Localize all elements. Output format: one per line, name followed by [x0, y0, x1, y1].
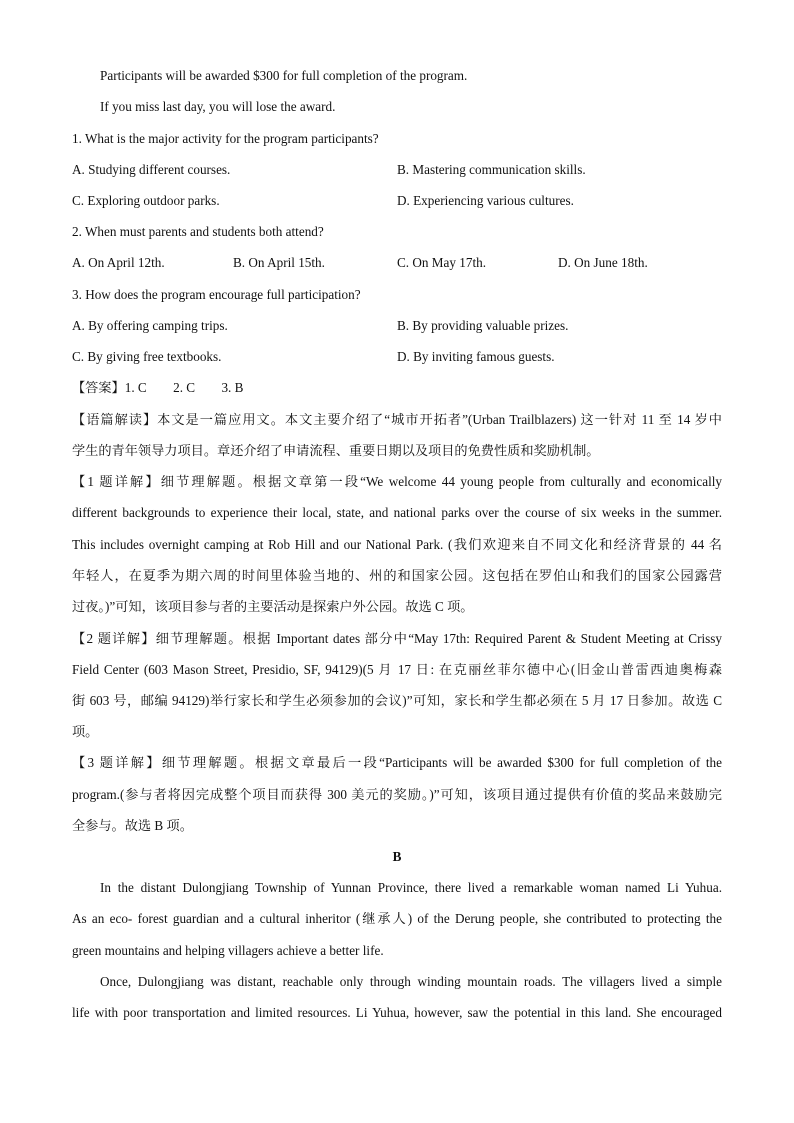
section-b-heading: B — [392, 849, 402, 864]
award-line: Participants will be awarded $300 for full completion of the program. — [100, 68, 468, 83]
section-b-para2-line-2: life with poor transportation and limited resources. Li Yuhua, however, saw the potential in this land. She encouraged — [72, 1005, 722, 1020]
question-3-option-b: B. By providing valuable prizes. — [397, 318, 569, 333]
section-b-para1-line-3: green mountains and helping villagers achieve a better life. — [72, 943, 384, 958]
question-3-option-a: A. By offering camping trips. — [72, 318, 228, 333]
q2-detail-line-1: 【2 题详解】细节理解题。根据 Important dates 部分中“May 17th: Required Parent & Student Meeting at Crissy — [72, 631, 722, 646]
section-b-para1-line-2: As an eco- forest guardian and a cultural inheritor (继承人) of the Derung people, she contributed to protecting the — [72, 911, 722, 926]
question-2-option-d: D. On June 18th. — [558, 255, 648, 270]
section-b-para1-line-1: In the distant Dulongjiang Township of Yunnan Province, there lived a remarkable woman named Li Yuhua. — [100, 880, 722, 895]
q2-detail-line-4: 项。 — [72, 724, 99, 739]
q1-detail-line-3: This includes overnight camping at Rob Hill and our National Park. (我们欢迎来自不同文化和经济背景的 44 名 — [72, 537, 722, 552]
question-1-option-b: B. Mastering communication skills. — [397, 162, 586, 177]
answer-line: 【答案】1. C 2. C 3. B — [72, 380, 244, 395]
q3-detail-line-2: program.(参与者将因完成整个项目而获得 300 美元的奖励。)”可知，该项目通过提供有价值的奖品来鼓励完 — [72, 787, 722, 802]
analysis-line-1: 【语篇解读】本文是一篇应用文。本文主要介绍了“城市开拓者”(Urban Trailblazers) 这一针对 11 至 14 岁中 — [72, 412, 722, 427]
question-1-option-d: D. Experiencing various cultures. — [397, 193, 574, 208]
q1-detail-line-4: 年轻人，在夏季为期六周的时间里体验当地的、州的和国家公园。这包括在罗伯山和我们的国家公园露营 — [72, 568, 722, 583]
section-b-para2-line-1: Once, Dulongjiang was distant, reachable only through winding mountain roads. The villagers lived a simple — [100, 974, 722, 989]
analysis-line-2: 学生的青年领导力项目。章还介绍了申请流程、重要日期以及项目的免费性质和奖励机制。 — [72, 443, 600, 458]
question-1-option-c: C. Exploring outdoor parks. — [72, 193, 220, 208]
q2-detail-line-2: Field Center (603 Mason Street, Presidio, SF, 94129)(5 月 17 日: 在克丽丝菲尔德中心(旧金山普雷西迪奥梅森 — [72, 662, 722, 677]
question-1-option-a: A. Studying different courses. — [72, 162, 231, 177]
question-2-option-c: C. On May 17th. — [397, 255, 487, 270]
question-2-option-b: B. On April 15th. — [233, 255, 325, 270]
question-3-option-d: D. By inviting famous guests. — [397, 349, 555, 364]
q1-detail-line-1: 【1 题详解】细节理解题。根据文章第一段“We welcome 44 young people from culturally and economically — [72, 474, 722, 489]
question-3-option-c: C. By giving free textbooks. — [72, 349, 222, 364]
q3-detail-line-1: 【3 题详解】细节理解题。根据文章最后一段“Participants will be awarded $300 for full completion of the — [72, 755, 722, 770]
q2-detail-line-3: 街 603 号，邮编 94129)举行家长和学生必须参加的会议)”可知，家长和学生都必须在 5 月 17 日参加。故选 C — [72, 693, 722, 708]
question-1-stem: 1. What is the major activity for the program participants? — [72, 131, 379, 146]
question-2-option-a: A. On April 12th. — [72, 255, 165, 270]
q3-detail-line-3: 全参与。故选 B 项。 — [72, 818, 193, 833]
question-2-stem: 2. When must parents and students both attend? — [72, 224, 324, 239]
question-3-stem: 3. How does the program encourage full participation? — [72, 287, 361, 302]
miss-day-line: If you miss last day, you will lose the award. — [100, 99, 336, 114]
q1-detail-line-5: 过夜。)”可知，该项目参与者的主要活动是探索户外公园。故选 C 项。 — [72, 599, 474, 614]
q1-detail-line-2: different backgrounds to experience their local, state, and national parks over the course of six weeks in the summer. — [72, 505, 722, 520]
